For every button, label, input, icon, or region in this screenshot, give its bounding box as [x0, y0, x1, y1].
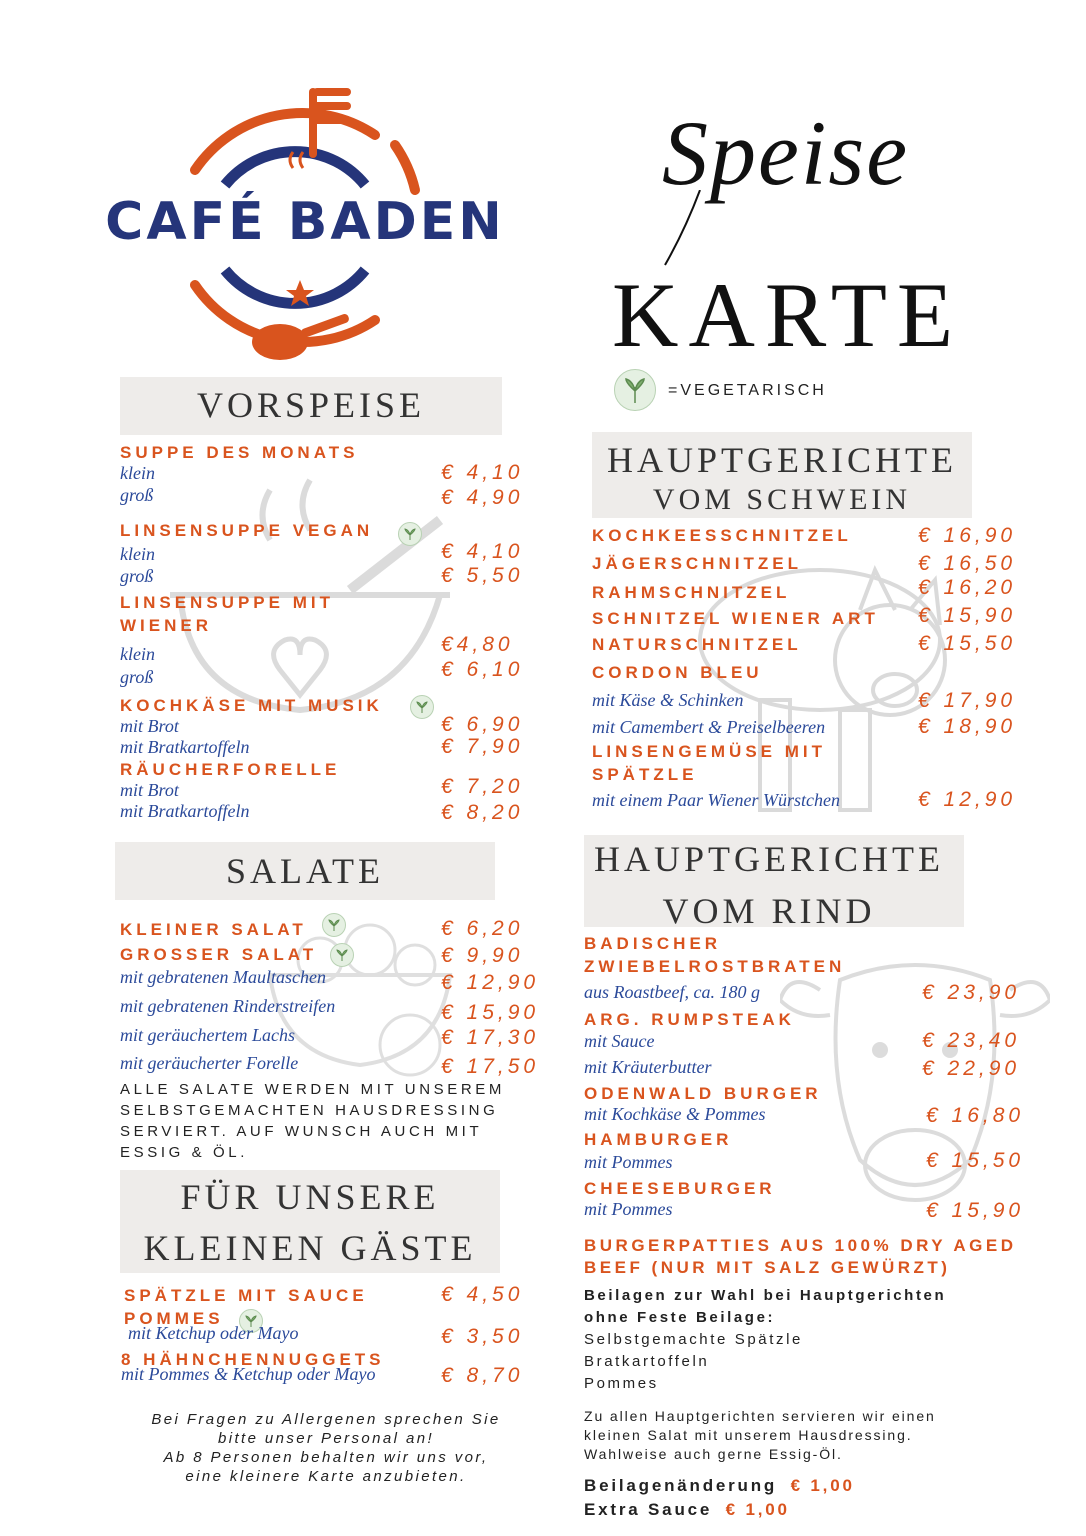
- item-option: mit geräucherter Forelle: [120, 1053, 299, 1073]
- kinder-heading-line1: FÜR UNSERE: [180, 1177, 440, 1217]
- item-option: mit Brot: [120, 780, 179, 800]
- menu-item-spaetzle-mit-sauce: SPÄTZLE MIT SAUCE: [124, 1286, 368, 1305]
- menu-item-grosser-salat: GROSSER SALAT: [120, 945, 318, 964]
- item-option: mit Camembert & Preiselbeeren: [592, 717, 826, 737]
- item-option: mit Pommes: [584, 1199, 673, 1219]
- menu-item-naturschnitzel: NATURSCHNITZEL: [592, 635, 802, 654]
- item-price: € 18,90: [918, 715, 1017, 738]
- extra-sauce-label: Extra Sauce: [584, 1500, 713, 1519]
- menu-item-linsensuppe-vegan: LINSENSUPPE VEGAN: [120, 521, 374, 540]
- item-option: mit geräuchertem Lachs: [120, 1025, 295, 1045]
- extra-sauce-price: € 1,00: [725, 1500, 790, 1519]
- burgerpatties-note-line2: BEEF (NUR MIT SALZ GEWÜRZT): [584, 1258, 951, 1277]
- item-price: € 17,50: [441, 1055, 540, 1078]
- menu-item-linsensuppe-mit-wiener: LINSENSUPPE MIT: [120, 593, 334, 612]
- menu-item-schnitzel-wiener-art: SCHNITZEL WIENER ART: [592, 609, 879, 628]
- beilagenaenderung-price: € 1,00: [790, 1476, 855, 1495]
- menu-item-haehnchennuggets: 8 HÄHNCHENNUGGETS: [121, 1350, 385, 1369]
- menu-item-kleiner-salat: KLEINER SALAT: [120, 920, 307, 939]
- item-option: mit Kochkäse & Pommes: [584, 1104, 766, 1124]
- menu-item-linsengemuese-mit-spaetzle: LINSENGEMÜSE MIT: [592, 742, 827, 761]
- item-price: € 15,50: [918, 632, 1017, 655]
- item-price: € 8,70: [441, 1364, 524, 1387]
- beilage-item: Pommes: [584, 1375, 659, 1392]
- rind-heading-line2: VOM RIND: [662, 891, 876, 931]
- item-price: € 23,40: [922, 1029, 1021, 1052]
- beilagen-info-line: kleinen Salat mit unserem Hausdressing.: [584, 1427, 913, 1443]
- item-price: € 17,30: [441, 1026, 540, 1049]
- item-option: mit Pommes: [584, 1152, 673, 1172]
- beilagen-info-line: Zu allen Hauptgerichten servieren wir einen: [584, 1408, 936, 1424]
- menu-item-cordon-bleu: CORDON BLEU: [592, 663, 763, 682]
- allergen-note-line: Bei Fragen zu Allergenen sprechen Sie: [151, 1411, 501, 1428]
- beilagen-info-line: Wahlweise auch gerne Essig-Öl.: [584, 1446, 843, 1462]
- item-price: € 3,50: [441, 1325, 524, 1348]
- item-price: €4,80: [441, 633, 514, 656]
- item-option: aus Roastbeef, ca. 180 g: [584, 982, 760, 1002]
- menu-item-badischer-zwiebelrostbraten-line2: ZWIEBELROSTBRATEN: [584, 957, 846, 976]
- item-option: groß: [120, 566, 154, 586]
- item-price: € 22,90: [922, 1057, 1021, 1080]
- menu-item-cheeseburger: CHEESEBURGER: [584, 1179, 776, 1198]
- menu-item-rahmschnitzel: RAHMSCHNITZEL: [592, 583, 791, 602]
- vegetarian-legend-text: =VEGETARISCH: [668, 382, 827, 399]
- schwein-heading-line2: VOM SCHWEIN: [652, 483, 912, 516]
- logo: [75, 80, 535, 370]
- item-price: € 4,10: [441, 461, 524, 484]
- vegetarian-icon: [330, 943, 354, 967]
- item-option: mit einem Paar Wiener Würstchen: [592, 790, 840, 810]
- schwein-heading-line1: HAUPTGERICHTE: [607, 440, 957, 480]
- item-option: mit Brot: [120, 716, 179, 736]
- item-price: € 16,80: [926, 1104, 1025, 1127]
- item-option: klein: [120, 644, 155, 664]
- beilagen-title-line2: ohne Feste Beilage:: [584, 1309, 776, 1326]
- item-option: mit Ketchup oder Mayo: [128, 1323, 299, 1343]
- item-price: € 16,20: [918, 576, 1017, 599]
- item-price: € 9,90: [441, 944, 524, 967]
- vegetarian-icon: [410, 695, 434, 719]
- salate-note-line: ALLE SALATE WERDEN MIT UNSEREM: [120, 1081, 506, 1098]
- item-price: € 15,90: [918, 604, 1017, 627]
- vegetarian-legend-icon: [614, 369, 656, 411]
- item-option: mit Sauce: [584, 1031, 655, 1051]
- item-price: € 15,90: [441, 1001, 540, 1024]
- item-option: klein: [120, 544, 155, 564]
- menu-item-raeucherforelle: RÄUCHERFORELLE: [120, 760, 341, 779]
- item-price: € 17,90: [918, 689, 1017, 712]
- salate-note-line: ESSIG & ÖL.: [120, 1144, 248, 1161]
- menu-item-linsensuppe-mit-wiener-line2: WIENER: [120, 616, 212, 635]
- vorspeise-heading: VORSPEISE: [196, 385, 426, 425]
- title-script: Speise: [662, 102, 910, 204]
- item-option: mit Pommes & Ketchup oder Mayo: [121, 1364, 376, 1384]
- item-option: groß: [120, 667, 154, 687]
- menu-item-badischer-zwiebelrostbraten: BADISCHER: [584, 934, 722, 953]
- burgerpatties-note-line1: BURGERPATTIES AUS 100% DRY AGED: [584, 1236, 1017, 1255]
- item-price: € 4,50: [441, 1283, 524, 1306]
- vegetarian-icon: [322, 913, 346, 937]
- menu-item-kochkeesschnitzel: KOCHKEESSCHNITZEL: [592, 526, 852, 545]
- item-price: € 7,90: [441, 735, 524, 758]
- menu-item-arg-rumpsteak: ARG. RUMPSTEAK: [584, 1010, 795, 1029]
- salate-note-line: SERVIERT. AUF WUNSCH AUCH MIT: [120, 1123, 483, 1140]
- menu-item-pommes: POMMES: [124, 1309, 224, 1328]
- beilagenaenderung-row: [584, 1476, 855, 1496]
- allergen-note-line: bitte unser Personal an!: [217, 1430, 435, 1447]
- item-option: mit gebratenen Rinderstreifen: [120, 996, 336, 1016]
- menu-item-odenwald-burger: ODENWALD BURGER: [584, 1084, 822, 1103]
- item-price: € 15,90: [926, 1199, 1025, 1222]
- extra-sauce-row: [584, 1500, 790, 1520]
- item-option: groß: [120, 485, 154, 505]
- vegetarian-icon: [398, 522, 422, 546]
- title-main: KARTE: [612, 264, 964, 366]
- item-price: € 4,90: [441, 486, 524, 509]
- kinder-heading-line2: KLEINEN GÄSTE: [143, 1228, 477, 1268]
- salate-heading: SALATE: [226, 851, 384, 891]
- item-option: mit Kräuterbutter: [584, 1057, 712, 1077]
- menu-item-linsengemuese-mit-spaetzle-line2: SPÄTZLE: [592, 765, 698, 784]
- item-price: € 12,90: [918, 788, 1017, 811]
- salate-note-line: SELBSTGEMACHTEN HAUSDRESSING: [120, 1102, 499, 1119]
- beilagenaenderung-label: Beilagenänderung: [584, 1476, 778, 1495]
- item-price: € 4,10: [441, 540, 524, 563]
- item-option: mit Bratkartoffeln: [120, 737, 250, 757]
- rind-heading-line1: HAUPTGERICHTE: [594, 839, 944, 879]
- item-price: € 6,90: [441, 713, 524, 736]
- item-price: € 16,90: [918, 524, 1017, 547]
- menu-item-jaegerschnitzel: JÄGERSCHNITZEL: [592, 554, 802, 573]
- item-price: € 6,10: [441, 658, 524, 681]
- item-option: mit gebratenen Maultaschen: [120, 967, 326, 987]
- title-flourish-icon: [660, 190, 740, 270]
- item-price: € 5,50: [441, 564, 524, 587]
- item-price: € 23,90: [922, 981, 1021, 1004]
- allergen-note-line: Ab 8 Personen behalten wir uns vor,: [163, 1449, 489, 1466]
- item-option: mit Käse & Schinken: [592, 690, 744, 710]
- item-price: € 8,20: [441, 801, 524, 824]
- logo-text: CAFÉ BADEN: [105, 192, 505, 252]
- item-price: € 7,20: [441, 775, 524, 798]
- item-price: € 6,20: [441, 917, 524, 940]
- beilage-item: Selbstgemachte Spätzle: [584, 1331, 803, 1348]
- allergen-note-line: eine kleinere Karte anzubieten.: [185, 1468, 467, 1485]
- item-price: € 15,50: [926, 1149, 1025, 1172]
- beilage-item: Bratkartoffeln: [584, 1353, 710, 1370]
- item-option: mit Bratkartoffeln: [120, 801, 250, 821]
- menu-item-hamburger: HAMBURGER: [584, 1130, 733, 1149]
- item-price: € 16,50: [918, 552, 1017, 575]
- menu-item-suppe-des-monats: SUPPE DES MONATS: [120, 443, 359, 462]
- beilagen-title-line1: Beilagen zur Wahl bei Hauptgerichten: [584, 1287, 947, 1304]
- item-option: klein: [120, 463, 155, 483]
- item-price: € 12,90: [441, 971, 540, 994]
- menu-item-kochkaese-mit-musik: KOCHKÄSE MIT MUSIK: [120, 696, 383, 715]
